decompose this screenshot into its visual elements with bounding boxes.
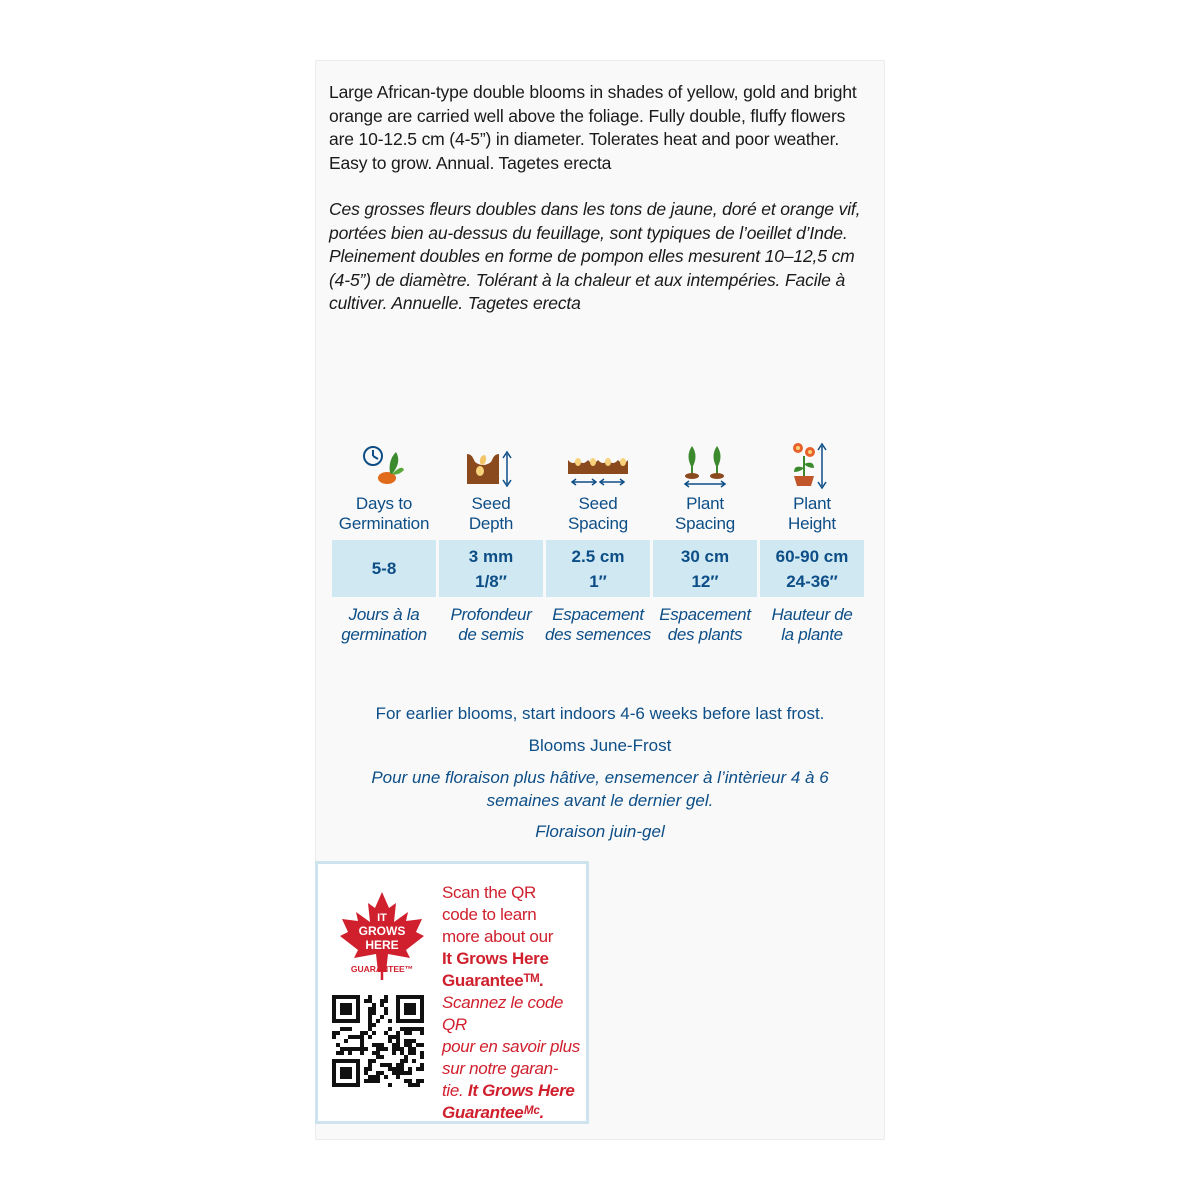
logo-text-guarantee: GUARANTEE™ (350, 964, 414, 974)
seed-spacing-icon (546, 440, 650, 490)
label-fr: Espacement des plants (659, 605, 751, 644)
value-cell: 60-90 cm 24-36″ (760, 540, 864, 597)
value-cell: 5-8 (332, 540, 436, 597)
logo-text-grows: GROWS (358, 924, 406, 938)
guarantee-panel (315, 861, 589, 1124)
plant-height-icon (760, 440, 864, 490)
label-fr: Profondeur de semis (450, 605, 532, 644)
logo-text-it: IT (377, 912, 387, 924)
blooms-en: Blooms June-Frost (528, 736, 672, 755)
value-cell: 30 cm 12″ (653, 540, 757, 597)
maple-leaf-logo (330, 888, 434, 988)
seed-packet-back (315, 60, 885, 1140)
guarantee-text: Scan the QR code to learn more about our It Grows Here Guaranteeᵀᴹ. Scannez le code QR pour en savoir plus sur notre garan- tie. It Grows Here Guaranteeᴹᶜ. (442, 883, 580, 1122)
value-cell: 2.5 cm 1″ (546, 540, 650, 597)
seed-depth-icon (439, 440, 543, 490)
description-english: Large African-type double blooms in shades of yellow, gold and bright orange are carried well above the foliage. Fully double, fluffy flowers are 10-12.5 cm (4-5”) in diameter. Tolerates heat and poor weather. Easy to grow. Annual. Tagetes erecta (329, 82, 857, 173)
label-en: Days to Germination (338, 494, 430, 533)
blooms-fr: Floraison juin-gel (535, 822, 665, 841)
value-cell: 3 mm 1/8″ (439, 540, 543, 597)
start-indoors-fr: Pour une floraison plus hâtive, ensemencer à l’intèrieur 4 à 6 semaines avant le dernier gel. (371, 768, 829, 810)
qr-code[interactable] (332, 995, 424, 1087)
label-en: Seed Spacing (567, 494, 629, 533)
start-indoors-en: For earlier blooms, start indoors 4-6 weeks before last frost. (375, 704, 825, 723)
label-en: Plant Height (788, 494, 836, 533)
label-fr: Jours à la germination (341, 605, 427, 644)
label-fr: Hauteur de la plante (771, 605, 853, 644)
clock-sprout-icon (332, 440, 436, 490)
plant-spacing-icon (653, 440, 757, 490)
label-en: Plant Spacing (674, 494, 736, 533)
growing-info-grid (315, 440, 885, 680)
label-en: Seed Depth (468, 494, 514, 533)
description-french: Ces grosses fleurs doubles dans les tons de jaune, doré et orange vif, portées bien au-dessus du feuillage, sont typiques de l’oeillet d’Inde. Pleinement doubles en forme de pompon elles mesurent 10–12,5 cm (4-5”) de diamètre. Tolérant à la chaleur et aux intempéries. Facile à cultiver. Annuelle. Tagetes erecta (329, 199, 861, 313)
logo-text-here: HERE (365, 938, 399, 952)
label-fr: Espacement des semences (544, 605, 651, 644)
